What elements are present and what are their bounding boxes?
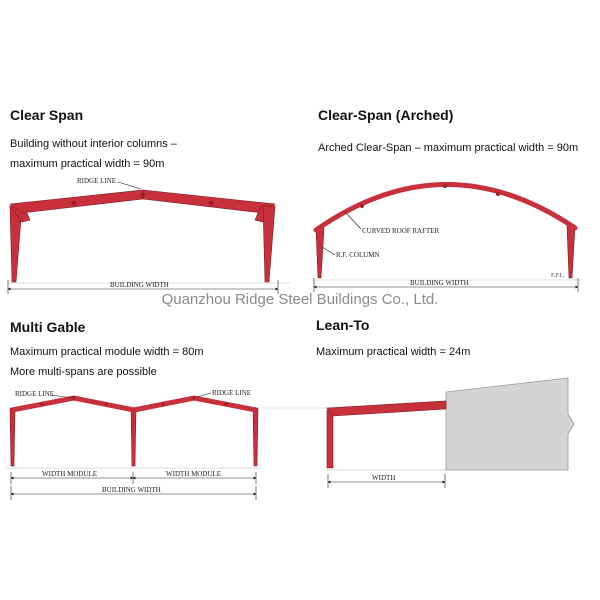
lean-to-width-label: WIDTH: [372, 474, 396, 482]
multi-gable-module-label-2: WIDTH MODULE: [166, 470, 222, 478]
arched-desc-1: Arched Clear-Span – maximum practical width = 90m: [318, 142, 579, 154]
arched-frame: [312, 184, 582, 280]
arched-title: Clear-Span (Arched): [318, 107, 454, 123]
multi-gable-title: Multi Gable: [10, 319, 86, 335]
multi-gable-ridge-label-2: RIDGE LINE: [212, 389, 252, 397]
multi-gable-desc-1: Maximum practical module width = 80m: [10, 346, 204, 358]
clear-span-desc-2: maximum practical width = 90m: [10, 158, 165, 170]
multi-gable-frame: [6, 396, 262, 468]
arched-ffl-label: F.F.L.: [551, 273, 565, 279]
multi-gable-desc-2: More multi-spans are possible: [10, 366, 157, 378]
clear-span-width-label: BUILDING WIDTH: [110, 281, 169, 289]
arched-column-leader: [322, 247, 335, 255]
multi-gable-ridge-leader-2: [197, 393, 211, 397]
multi-gable-module-label-1: WIDTH MODULE: [42, 470, 98, 478]
arched-rafter-label: CURVED ROOF RAFTER: [362, 227, 440, 235]
multi-gable-ridge-label-1: RIDGE LINE: [15, 390, 55, 398]
clear-span-frame: [6, 190, 290, 283]
lean-to-desc-1: Maximum practical width = 24m: [316, 346, 471, 358]
arched-rafter-leader: [346, 213, 361, 229]
clear-span-title: Clear Span: [10, 107, 84, 123]
arched-width-label: BUILDING WIDTH: [410, 279, 469, 287]
multi-gable-width-label: BUILDING WIDTH: [102, 486, 161, 494]
arched-column-label: R.F. COLUMN: [336, 251, 380, 259]
clear-span-desc-1: Building without interior columns –: [10, 138, 177, 150]
watermark-text: Quanzhou Ridge Steel Buildings Co., Ltd.: [161, 291, 439, 308]
lean-to-frame: [262, 378, 574, 470]
lean-to-title: Lean-To: [316, 317, 370, 333]
clear-span-ridge-leader: [118, 182, 141, 189]
existing-building-wall: [446, 378, 574, 470]
clear-span-ridge-label: RIDGE LINE: [77, 177, 117, 185]
